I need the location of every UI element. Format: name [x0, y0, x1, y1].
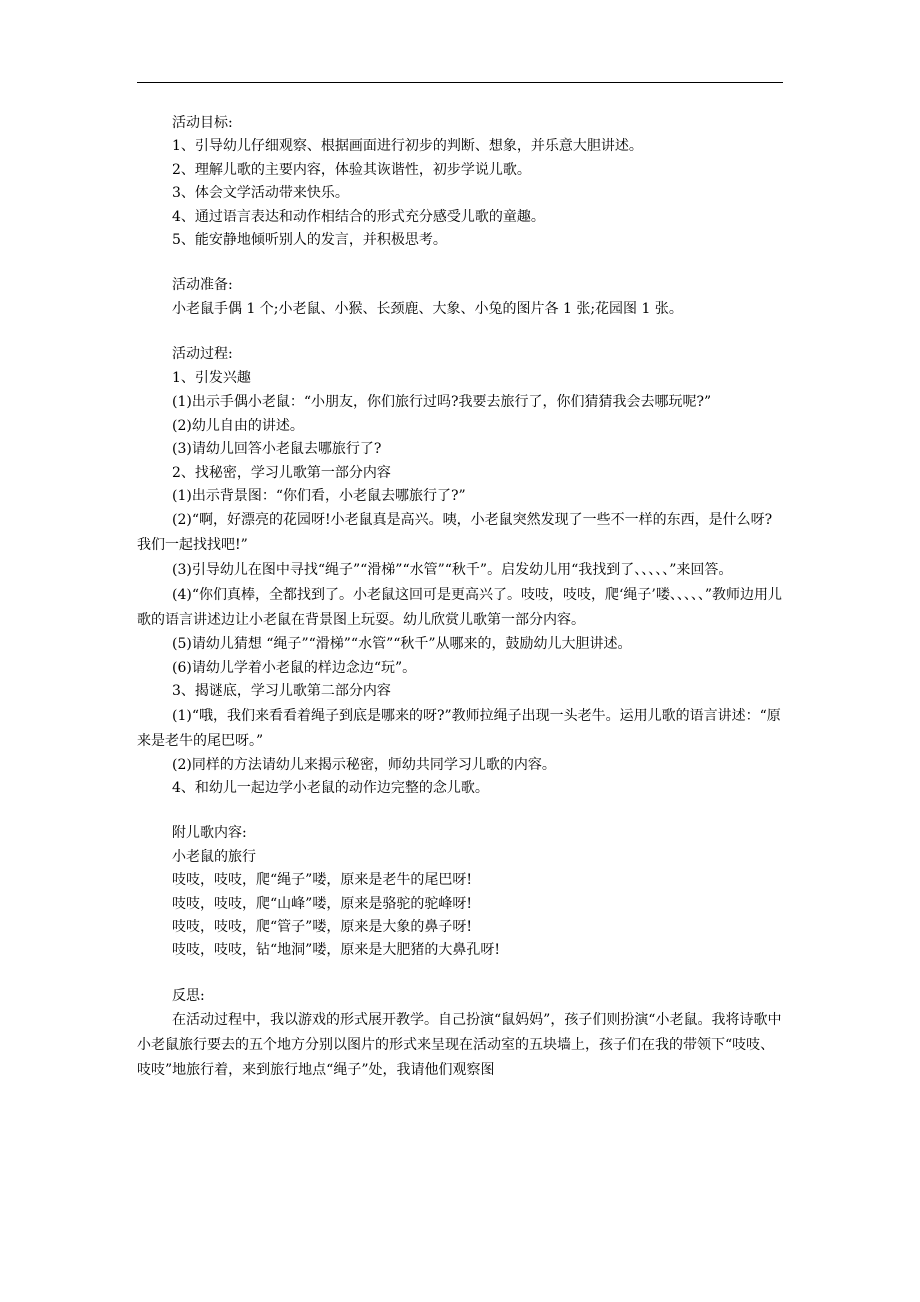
poem-section [172, 822, 784, 962]
step-item: (2)幼儿自由的讲述。 [172, 417, 304, 434]
goal-item: 4、通过语言表达和动作相结合的形式充分感受儿歌的童趣。 [172, 208, 545, 225]
step-item: (5)请幼儿猜想 “绳子”“滑梯”“水管”“秋千”从哪来的，鼓励幼儿大胆讲述。 [172, 636, 632, 653]
spacer [172, 252, 784, 274]
goal-item: 2、理解儿歌的主要内容，体验其诙谐性，初步学说儿歌。 [172, 161, 531, 178]
spacer [172, 800, 784, 822]
step-item: (4)“你们真棒，全都找到了。小老鼠这回可是更高兴了。吱吱，吱吱，爬‘绳子’喽、、、、、”教师边用儿歌的语言讲述边让小老鼠在背景图上玩耍。幼儿欣赏儿歌第一部分内容。 [137, 587, 783, 629]
step-item: (6)请幼儿学着小老鼠的样边念边“玩”。 [172, 659, 417, 676]
poem-line: 吱吱，吱吱，爬“绳子”喽，原来是老牛的尾巴呀! [172, 872, 472, 889]
prep-text: 小老鼠手偶 1 个;小老鼠、小猴、长颈鹿、大象、小兔的图片各 1 张;花园图 1 张。 [172, 300, 683, 317]
poem-heading: 附儿歌内容: [172, 825, 247, 842]
goal-item: 5、能安静地倾听别人的发言，并积极思考。 [172, 231, 447, 248]
process-section [137, 343, 784, 800]
step-item: (3)引导幼儿在图中寻找“绳子”“滑梯”“水管”“秋千”。启发幼儿用“我找到了、、、、、”来回答。 [172, 562, 733, 579]
poem-line: 吱吱，吱吱，爬“管子”喽，原来是大象的鼻子呀! [172, 918, 472, 935]
header-rule [137, 82, 783, 83]
reflection-text: 在活动过程中，我以游戏的形式展开教学。自己扮演“鼠妈妈”，孩子们则扮演“小老鼠。我将诗歌中小老鼠旅行要去的五个地方分别以图片的形式来呈现在活动室的五块墙上，孩子们在我的带领下“吱吱、吱吱”地旅行着，来到旅行地点“绳子”处，我请他们观察图 [137, 1012, 782, 1079]
step-heading: 2、找秘密，学习儿歌第一部分内容 [172, 464, 391, 481]
step-heading: 3、揭谜底，学习儿歌第二部分内容 [172, 683, 391, 700]
step-item: (2)同样的方法请幼儿来揭示秘密，师幼共同学习儿歌的内容。 [172, 756, 556, 773]
reflection-heading: 反思: [172, 987, 205, 1004]
process-heading: 活动过程: [172, 346, 233, 363]
step-heading: 1、引发兴趣 [172, 369, 251, 386]
goals-section [172, 112, 784, 252]
spacer [172, 321, 784, 343]
reflection-section [137, 985, 784, 1083]
step-item: (1)“哦，我们来看看着绳子到底是哪来的呀?”教师拉绳子出现一头老牛。运用儿歌的语言讲述：“原来是老牛的尾巴呀。” [137, 707, 781, 749]
prep-section [172, 274, 784, 321]
step-item: (3)请幼儿回答小老鼠去哪旅行了? [172, 441, 382, 458]
step-item: (2)“啊，好漂亮的花园呀!小老鼠真是高兴。咦，小老鼠突然发现了一些不一样的东西，是什么呀?我们一起找找吧!” [137, 512, 773, 554]
goal-item: 3、体会文学活动带来快乐。 [172, 185, 349, 202]
step-heading: 4、和幼儿一起边学小老鼠的动作边完整的念儿歌。 [172, 780, 489, 797]
step-item: (1)出示手偶小老鼠：“小朋友，你们旅行过吗?我要去旅行了，你们猜猜我会去哪玩呢?” [172, 393, 712, 410]
poem-line: 吱吱，吱吱，爬“山峰”喽，原来是骆驼的驼峰呀! [172, 895, 472, 912]
poem-line: 吱吱，吱吱，钻“地洞”喽，原来是大肥猪的大鼻孔呀! [172, 942, 500, 959]
prep-heading: 活动准备: [172, 277, 233, 294]
goal-item: 1、引导幼儿仔细观察、根据画面进行初步的判断、想象，并乐意大胆讲述。 [172, 138, 643, 155]
goals-heading: 活动目标: [172, 115, 233, 131]
poem-title: 小老鼠的旅行 [172, 848, 256, 865]
spacer [172, 963, 784, 985]
step-item: (1)出示背景图：“你们看，小老鼠去哪旅行了?” [172, 488, 466, 505]
document-body [137, 112, 784, 1083]
